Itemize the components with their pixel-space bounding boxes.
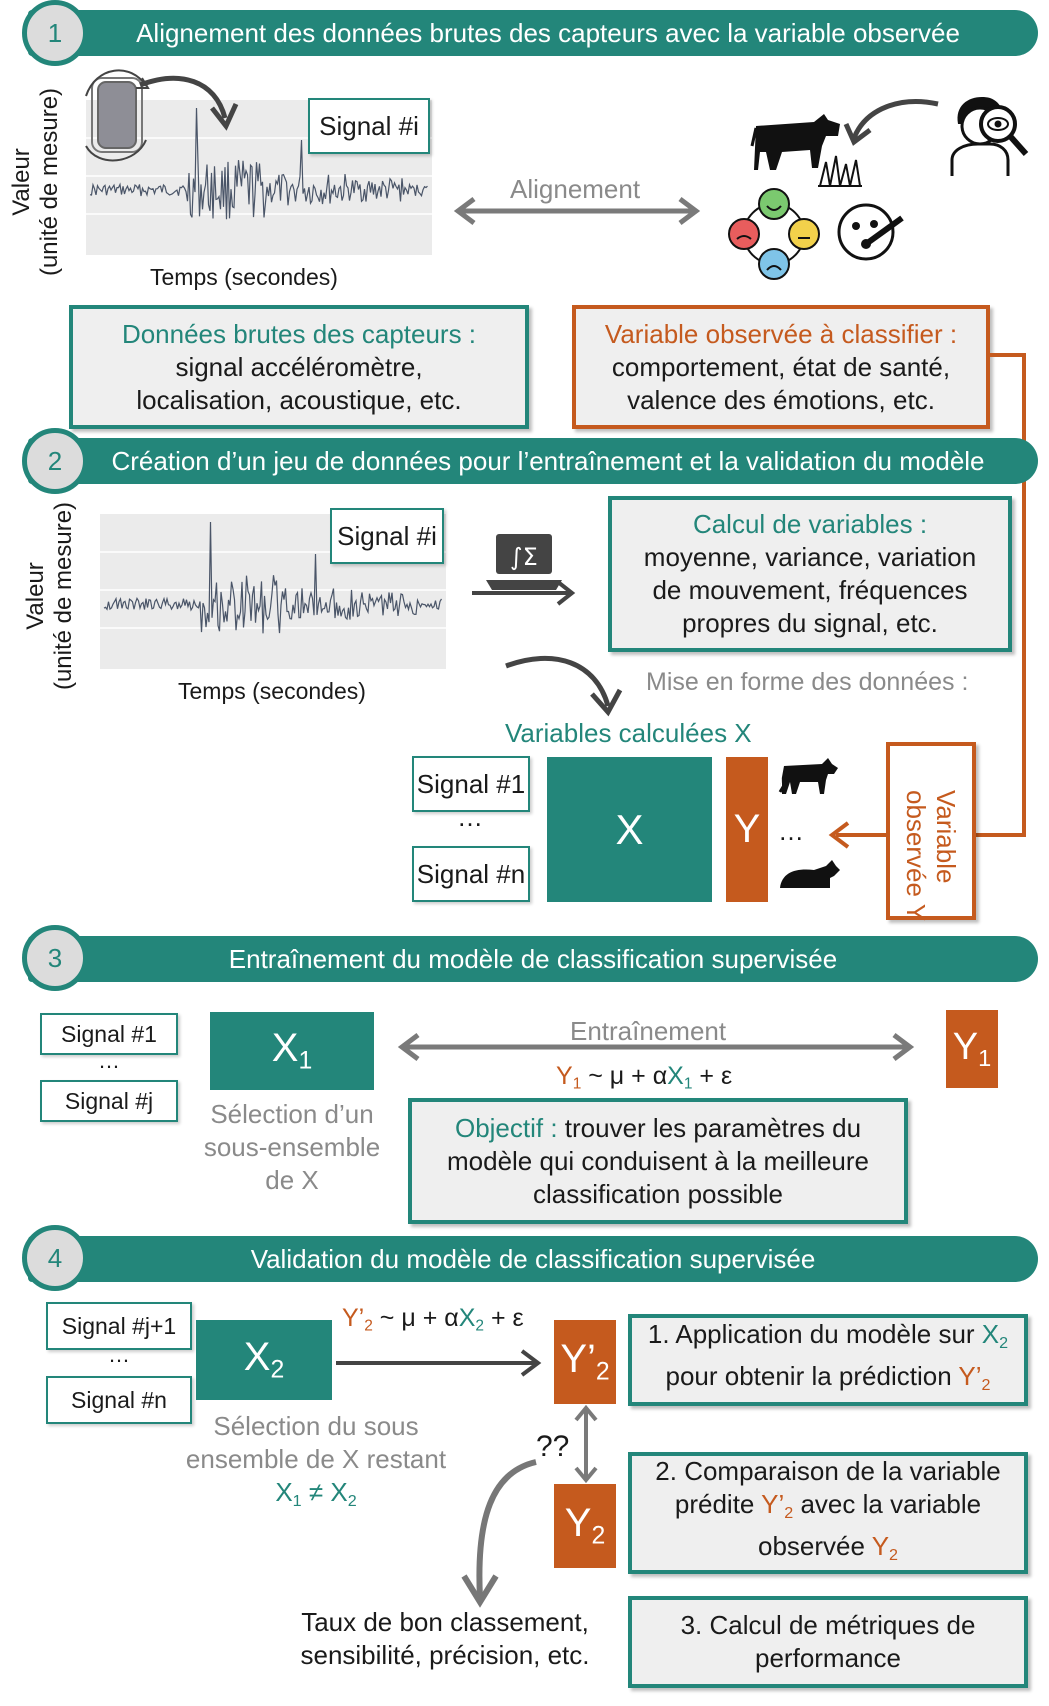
section3-y1-block [946, 1010, 998, 1088]
section4-neq: $X_1 \ne X_2$ [275, 1477, 357, 1510]
format-curved-arrow [504, 648, 624, 718]
section4-yprime-block [554, 1320, 616, 1404]
objective-text1: trouver les paramètres du [557, 1112, 862, 1143]
section3-subset-line2: sous-ensemble [203, 1132, 381, 1162]
section1-title: Alignement des données brutes des capteurs avec la variable observée [136, 17, 960, 48]
section3-signal-last: Signal #j [40, 1080, 178, 1122]
section2-signal-label: Signal #i [330, 508, 444, 564]
section4-x2-letter: $X_2$ [243, 1335, 285, 1384]
validation-eq-y: $Y’_2$ [342, 1304, 373, 1335]
raw-box-title: Données brutes des capteurs : [121, 318, 477, 349]
section2-signal-first: Signal #1 [412, 756, 530, 812]
section4-banner [28, 1236, 1038, 1282]
section4-remaining-line2: ensemble de X restant [185, 1444, 447, 1474]
section2-banner [28, 438, 1038, 484]
section4-title: Validation du modèle de classification supervisée [250, 1243, 816, 1274]
section4-remaining-text [170, 1410, 462, 1518]
step2-line3: observée $Y_2$ [757, 1530, 899, 1564]
observed-y-text [901, 790, 961, 922]
training-equation [556, 1062, 732, 1094]
question-marks: ?? [536, 1430, 570, 1463]
section3-ellipsis: … [98, 1048, 120, 1073]
raw-box-line1: signal accéléromètre, [175, 351, 423, 382]
format-label: Mise en forme des données : [646, 668, 969, 696]
section2-y-column [726, 757, 768, 902]
calc-box-title: Calcul de variables : [692, 509, 928, 539]
section3-subset-line1: Sélection d’un [210, 1099, 374, 1129]
obs-box-line2: valence des émotions, etc. [627, 384, 935, 415]
validation-eq-end: + ε [484, 1304, 524, 1332]
section3-signal-first: Signal #1 [40, 1013, 178, 1055]
section3-x1-letter: $X_1$ [271, 1026, 313, 1075]
section2-x-axis-label: Temps (secondes) [178, 678, 366, 704]
section2-x-letter: X [615, 805, 644, 853]
section2-ellipsis: … [457, 802, 483, 832]
section4-number: 4 [22, 1225, 88, 1291]
step2-box [628, 1452, 1028, 1574]
section4-ellipsis: … [108, 1342, 130, 1367]
section2-x-matrix [547, 757, 712, 902]
section3-x1-block [210, 1012, 374, 1090]
section4-y2-letter: $Y_2$ [564, 1501, 606, 1550]
section1-number: 1 [22, 0, 88, 66]
section1-y-axis-line1: Valeur [8, 148, 35, 216]
training-eq-y: $Y_1$ [556, 1062, 582, 1093]
training-label: Entraînement [570, 1016, 727, 1046]
obs-box-title: Variable observée à classifier : [604, 318, 958, 349]
objective-box [408, 1098, 908, 1224]
validation-equation [342, 1304, 524, 1336]
section3-y1-letter: $Y_1$ [952, 1025, 992, 1072]
section4-y2-block [554, 1484, 616, 1568]
step1-line2: pour obtenir la prédiction $Y’_2$ [665, 1361, 991, 1394]
step2-line2: prédite $Y’_2$ avec la variable [674, 1488, 982, 1522]
objective-label: Objectif : [454, 1112, 558, 1143]
section3-banner [28, 936, 1038, 982]
section3-subset-text [190, 1098, 394, 1197]
training-eq-x: $X_1$ [667, 1062, 693, 1093]
calc-box-line1: moyenne, variance, variation [643, 542, 977, 572]
section2-y-axis-line2: (unité de mesure) [50, 501, 77, 691]
alignment-label: Alignement [510, 174, 641, 204]
section4-yprime-letter: $Y’_2$ [560, 1337, 610, 1386]
metrics-curved-arrow [456, 1458, 556, 1608]
section2-y-axis-label [22, 496, 82, 696]
training-double-arrow [396, 1032, 916, 1062]
metrics-text [280, 1606, 610, 1672]
section4-signal-last: Signal #n [46, 1376, 192, 1424]
step2-line1: 2. Comparaison de la variable [655, 1455, 1001, 1486]
observed-y-line1: Variable [931, 790, 961, 884]
laptop-arrow [470, 578, 580, 608]
step3-line2: performance [755, 1643, 901, 1673]
section2-number: 2 [22, 428, 88, 494]
svg-text:∫Σ: ∫Σ [510, 543, 538, 571]
section3-subset-line3: de X [265, 1165, 319, 1195]
training-eq-mid: ~ μ + α [581, 1062, 668, 1090]
observed-y-box [886, 742, 976, 920]
step3-box [628, 1596, 1028, 1688]
section2-y-letter: Y [733, 807, 761, 851]
objective-line1 [412, 1112, 904, 1145]
section1-signal-label: Signal #i [308, 98, 430, 154]
section2-y-axis-line1: Valeur [22, 562, 49, 630]
step1-line1: 1. Application du modèle sur $X_2$ [647, 1319, 1009, 1352]
section3-number: 3 [22, 925, 88, 991]
variable-calculation-box [608, 496, 1012, 652]
cow-lying-icon [778, 858, 842, 892]
observed-y-line2: observée Y [901, 790, 931, 922]
section4-x2-block [196, 1320, 332, 1400]
section2-title: Création d’un jeu de données pour l’entraînement et la validation du modèle [111, 445, 985, 476]
section3-title: Entraînement du modèle de classification supervisée [228, 943, 838, 974]
calc-box-line2: de mouvement, fréquences [652, 575, 968, 605]
section4-remaining-line1: Sélection du sous [213, 1411, 419, 1441]
section1-y-axis-line2: (unité de mesure) [36, 87, 63, 277]
comparison-double-arrow [571, 1404, 601, 1484]
step3-line1: 3. Calcul de métriques de [680, 1610, 976, 1640]
validation-eq-x: $X_2$ [458, 1304, 485, 1335]
objective-line2: modèle qui conduisent à la meilleure [446, 1145, 870, 1176]
training-eq-end: + ε [692, 1062, 733, 1090]
computed-variables-label: Variables calculées X [505, 718, 752, 748]
prediction-arrow [336, 1348, 546, 1378]
step1-box [628, 1314, 1028, 1406]
raw-box-line2: localisation, acoustique, etc. [136, 384, 462, 415]
obs-box-line1: comportement, état de santé, [611, 351, 951, 382]
section1-x-axis-label: Temps (secondes) [150, 264, 338, 290]
section2-animal-ellipsis: … [778, 816, 804, 846]
calc-box-line3: propres du signal, etc. [682, 608, 938, 638]
metrics-line1: Taux de bon classement, [301, 1607, 589, 1637]
metrics-line2: sensibilité, précision, etc. [300, 1640, 590, 1670]
section2-signal-last: Signal #n [412, 846, 530, 902]
validation-eq-mid: ~ μ + α [372, 1304, 459, 1332]
section4-signal-first: Signal #j+1 [46, 1302, 192, 1350]
cow-grazing-icon [778, 758, 842, 798]
objective-line3: classification possible [532, 1178, 783, 1209]
